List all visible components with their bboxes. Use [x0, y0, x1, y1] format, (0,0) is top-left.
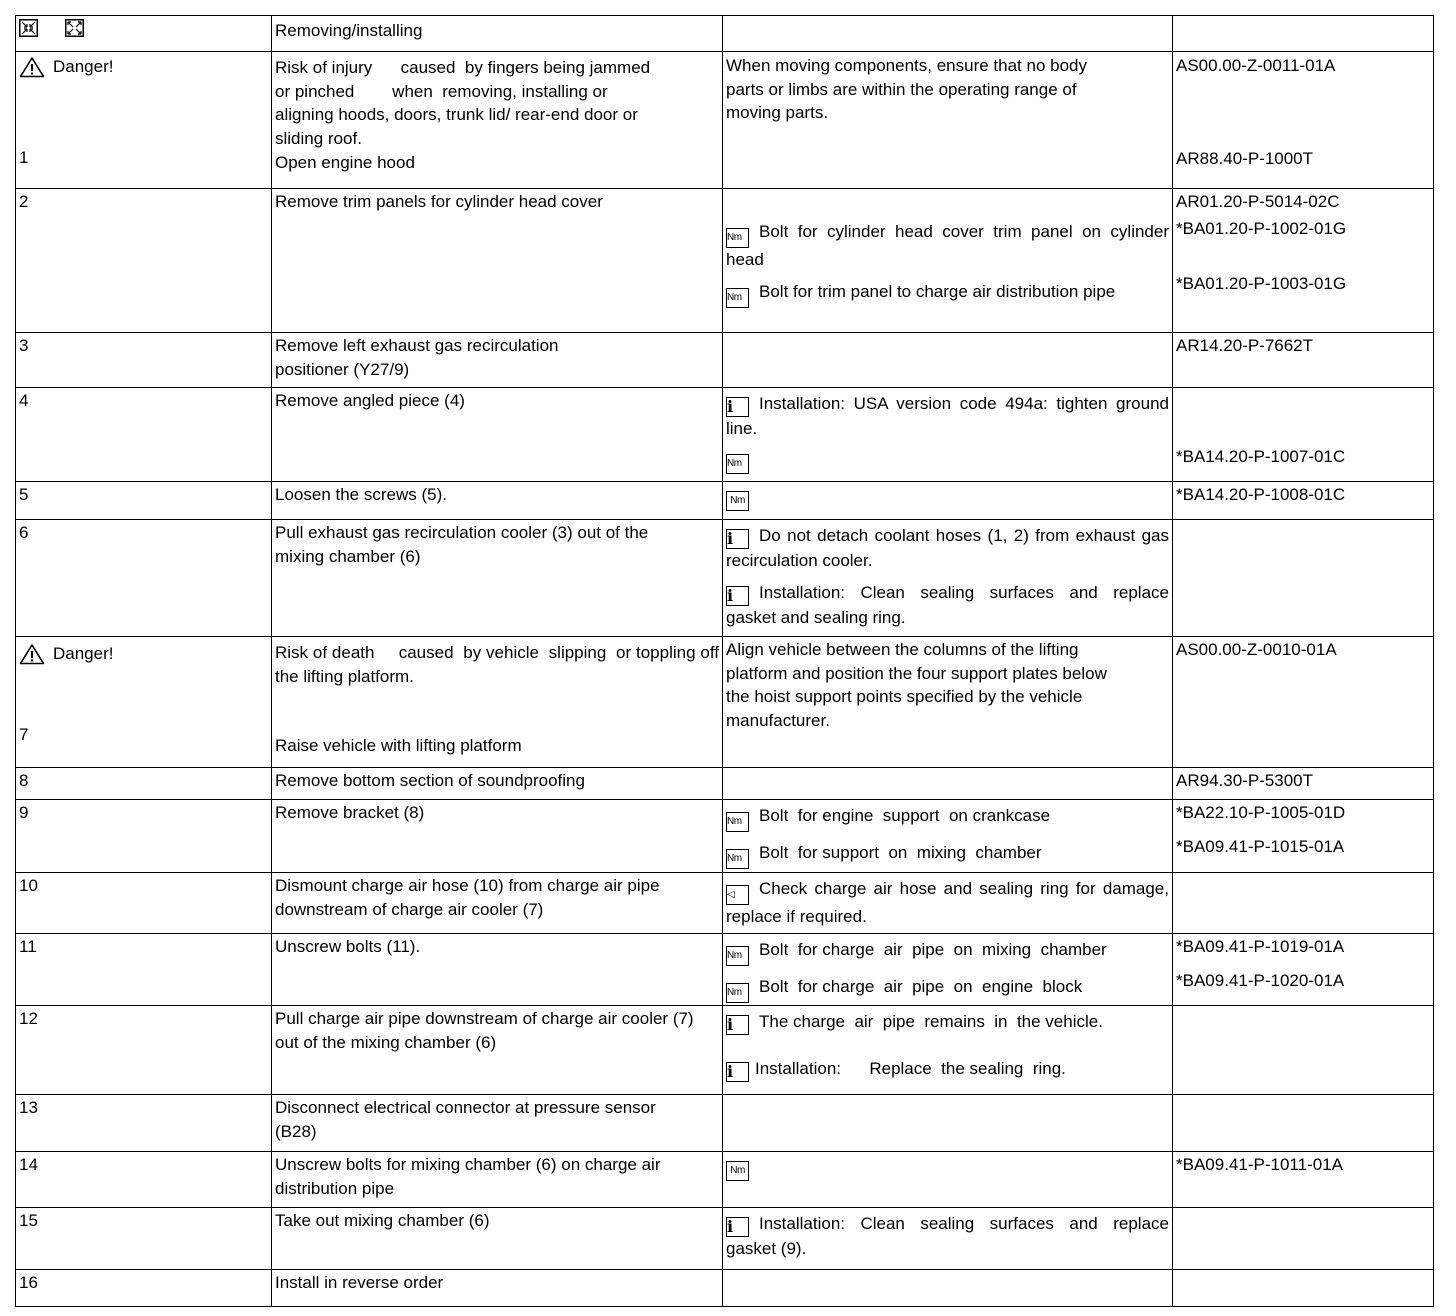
step-ref: AR14.20-P-7662T: [1176, 336, 1314, 355]
danger-text: Risk of death caused by vehicle slipping or toppling off the lifting platform.: [275, 643, 724, 686]
step-number: 7: [19, 724, 29, 744]
ref-cell: [1173, 1152, 1434, 1208]
step-number: 6: [19, 523, 29, 542]
note-cell: [723, 520, 1173, 637]
step-number: 8: [19, 771, 29, 790]
info-icon: i: [726, 1217, 749, 1237]
ref-cell: [1173, 637, 1434, 768]
ref-cell: [1173, 1208, 1434, 1270]
table-row-step-15: [16, 1208, 1434, 1270]
ref-cell: [1173, 52, 1434, 189]
step-cell: [16, 1152, 272, 1208]
note-cell: [723, 482, 1173, 520]
note-text: Do not detach coolant hoses (1, 2) from exhaust gas recirculation cooler.: [726, 526, 1169, 570]
note-text: Installation: USA version code 494a: tighten ground line.: [726, 394, 1169, 438]
note-cell: [723, 388, 1173, 482]
torque-nm-icon: Nm: [726, 946, 749, 966]
note-text: Installation: Replace the sealing ring.: [755, 1059, 1066, 1078]
action-text: Unscrew bolts (11).: [275, 937, 421, 956]
action-cell: [272, 637, 723, 768]
note-cell: [723, 333, 1173, 388]
step-number: 1: [19, 147, 29, 167]
step-cell: [16, 388, 272, 482]
table-row-step-6: [16, 520, 1434, 637]
action-cell: [272, 333, 723, 388]
note-cell: [723, 1208, 1173, 1270]
torque-note: [726, 220, 1169, 272]
table-row-step-8: [16, 768, 1434, 800]
info-icon: i: [726, 529, 749, 549]
action-text: Remove angled piece (4): [275, 391, 465, 410]
note-cell: [723, 637, 1173, 768]
note-cell: [723, 1152, 1173, 1208]
danger-label: Danger!: [53, 57, 114, 76]
step-cell: [16, 333, 272, 388]
info-icon: i: [726, 586, 749, 606]
danger-note: Align vehicle between the columns of the lifting platform and position the four support plates below the hoist support points specified by the vehicle manufacturer.: [726, 640, 1107, 730]
table-row-step-13: [16, 1095, 1434, 1152]
note-text: Bolt for support on mixing chamber: [759, 843, 1042, 862]
action-text: Pull exhaust gas recirculation cooler (3) out of the mixing chamber (6): [275, 523, 649, 566]
action-text: Remove trim panels for cylinder head cover: [275, 192, 603, 211]
action-cell: [272, 520, 723, 637]
action-cell: [272, 768, 723, 800]
step-cell: [16, 482, 272, 520]
note-text: Bolt for charge air pipe on mixing chamber: [759, 940, 1107, 959]
note-cell: [723, 1095, 1173, 1152]
table-row-step-12: [16, 1006, 1434, 1095]
table-row-step-14: [16, 1152, 1434, 1208]
torque-note: [726, 841, 1169, 869]
action-cell: [272, 800, 723, 873]
torque-ref: *BA01.20-P-1002-01G: [1176, 218, 1347, 238]
action-cell: [272, 189, 723, 333]
action-cell: [272, 1006, 723, 1095]
torque-nm-icon: Nm: [726, 849, 749, 869]
info-note: [726, 1010, 1169, 1035]
torque-note: [726, 938, 1169, 966]
action-cell: [272, 934, 723, 1006]
ref-cell: [1173, 873, 1434, 934]
torque-nm-icon: Nm: [726, 1161, 749, 1181]
step-number: 5: [19, 485, 29, 504]
torque-ref: *BA09.41-P-1015-01A: [1176, 836, 1345, 856]
step-ref: AR88.40-P-1000T: [1176, 148, 1314, 168]
danger-cell: [16, 52, 272, 189]
check-arrow-icon: ◁: [726, 885, 749, 905]
torque-nm-icon: Nm: [726, 228, 749, 248]
torque-ref: *BA22.10-P-1005-01D: [1176, 803, 1346, 822]
info-note: [726, 392, 1169, 441]
step-ref: AR01.20-P-5014-02C: [1176, 192, 1340, 211]
action-text: Loosen the screws (5).: [275, 485, 447, 504]
table-row-step-16: [16, 1270, 1434, 1307]
action-cell: [272, 1095, 723, 1152]
action-cell: [272, 873, 723, 934]
ref-cell: [1173, 1095, 1434, 1152]
step-number: 3: [19, 336, 29, 355]
ref-cell: [1173, 189, 1434, 333]
note-text: The charge air pipe remains in the vehicle.: [759, 1012, 1103, 1031]
header-empty-4: [1173, 16, 1434, 52]
torque-nm-icon: Nm: [726, 983, 749, 1003]
step-number: 13: [19, 1098, 38, 1117]
action-cell: [272, 1152, 723, 1208]
step-cell: [16, 1006, 272, 1095]
ref-cell: [1173, 800, 1434, 873]
action-cell: [272, 482, 723, 520]
step-cell: [16, 1208, 272, 1270]
action-text: Open engine hood: [275, 153, 415, 172]
step-ref: AR94.30-P-5300T: [1176, 771, 1314, 790]
ref-cell: [1173, 482, 1434, 520]
ref-cell: [1173, 934, 1434, 1006]
ref-cell: [1173, 768, 1434, 800]
step-number: 2: [19, 192, 29, 211]
note-cell: [723, 768, 1173, 800]
torque-note: [726, 280, 1169, 308]
note-cell: [723, 189, 1173, 333]
step-number: 9: [19, 803, 29, 822]
torque-nm-icon: Nm: [726, 491, 749, 511]
table-row-step-4: [16, 388, 1434, 482]
header-title: Removing/installing: [272, 16, 723, 52]
step-cell: [16, 800, 272, 873]
action-cell: [272, 1270, 723, 1307]
action-text: Pull charge air pipe downstream of charge air cooler (7) out of the mixing chamber (6): [275, 1009, 694, 1052]
tool-icons-cell: [16, 16, 272, 52]
info-icon: i: [726, 1015, 749, 1035]
action-cell: [272, 1208, 723, 1270]
torque-ref: *BA14.20-P-1007-01C: [1176, 447, 1346, 466]
torque-note: [726, 446, 1169, 474]
torque-nm-icon: Nm: [726, 288, 749, 308]
step-number: 14: [19, 1155, 38, 1174]
torque-note: [726, 975, 1169, 1003]
step-cell: [16, 873, 272, 934]
torque-note: [726, 804, 1169, 832]
action-text: Remove bracket (8): [275, 803, 425, 822]
table-row-step-2: [16, 189, 1434, 333]
action-text: Take out mixing chamber (6): [275, 1211, 490, 1230]
info-note: [726, 1057, 1169, 1082]
table-row-step-5: [16, 482, 1434, 520]
torque-ref: *BA09.41-P-1011-01A: [1176, 1155, 1343, 1174]
ref-cell: [1173, 520, 1434, 637]
step-cell: [16, 1270, 272, 1307]
ref-cell: [1173, 1270, 1434, 1307]
note-cell: [723, 934, 1173, 1006]
check-note: [726, 877, 1169, 929]
torque-nm-icon: Nm: [726, 454, 749, 474]
action-cell: [272, 388, 723, 482]
danger-label: Danger!: [53, 644, 114, 663]
info-icon: i: [726, 1062, 749, 1082]
action-text: Install in reverse order: [275, 1273, 444, 1292]
step-number: 4: [19, 391, 29, 410]
header-row: [16, 16, 1434, 52]
info-note: [726, 1212, 1169, 1261]
step-cell: [16, 768, 272, 800]
info-note: [726, 524, 1169, 573]
procedure-table: [15, 15, 1434, 1307]
note-cell: [723, 52, 1173, 189]
danger-note: When moving components, ensure that no body parts or limbs are within the operating range of moving parts.: [726, 56, 1087, 122]
danger-cell: [16, 637, 272, 768]
action-cell: [272, 52, 723, 189]
note-text: Bolt for engine support on crankcase: [759, 806, 1051, 825]
note-text: Bolt for trim panel to charge air distribution pipe: [759, 281, 1116, 301]
danger-ref: AS00.00-Z-0011-01A: [1176, 56, 1336, 75]
note-text: Installation: Clean sealing surfaces and replace gasket (9).: [726, 1214, 1169, 1258]
table-row-step-9: [16, 800, 1434, 873]
torque-nm-icon: Nm: [726, 812, 749, 832]
table-row-step-3: [16, 333, 1434, 388]
note-cell: [723, 1270, 1173, 1307]
step-cell: [16, 934, 272, 1006]
note-cell: [723, 800, 1173, 873]
torque-ref: *BA01.20-P-1003-01G: [1176, 274, 1347, 293]
step-number: 12: [19, 1009, 38, 1028]
ref-cell: [1173, 388, 1434, 482]
action-text: Dismount charge air hose (10) from charge air pipe downstream of charge air cooler (7): [275, 876, 660, 919]
step-number: 16: [19, 1273, 38, 1292]
danger-text: Risk of injury caused by fingers being jammed or pinched when removing, installing or aligning hoods, doors, trunk lid/ rear-end door or sliding roof.: [275, 58, 655, 148]
danger-ref: AS00.00-Z-0010-01A: [1176, 640, 1337, 659]
step-number: 10: [19, 876, 38, 895]
table-row-step-1: [16, 52, 1434, 189]
step-number: 15: [19, 1211, 38, 1230]
info-note: [726, 581, 1169, 630]
step-cell: [16, 520, 272, 637]
action-text: Disconnect electrical connector at pressure sensor (B28): [275, 1098, 656, 1141]
remove-icon: [19, 19, 38, 37]
step-number: 11: [19, 937, 37, 956]
action-text: Remove left exhaust gas recirculation positioner (Y27/9): [275, 336, 559, 379]
step-cell: [16, 189, 272, 333]
ref-cell: [1173, 333, 1434, 388]
ref-cell: [1173, 1006, 1434, 1095]
action-text: Raise vehicle with lifting platform: [275, 736, 522, 755]
header-empty-3: [723, 16, 1173, 52]
table-row-step-10: [16, 873, 1434, 934]
note-text: Bolt for charge air pipe on engine block: [759, 977, 1083, 996]
install-icon: [65, 19, 84, 37]
torque-ref: *BA09.41-P-1020-01A: [1176, 970, 1345, 990]
torque-ref: *BA14.20-P-1008-01C: [1176, 485, 1346, 504]
warning-triangle-icon: [19, 56, 45, 78]
action-text: Unscrew bolts for mixing chamber (6) on charge air distribution pipe: [275, 1155, 661, 1198]
torque-ref: *BA09.41-P-1019-01A: [1176, 937, 1345, 956]
info-icon: i: [726, 397, 749, 417]
note-text: Installation: Clean sealing surfaces and replace gasket and sealing ring.: [726, 582, 1169, 627]
note-text: Check charge air hose and sealing ring for damage, replace if required.: [726, 879, 1169, 926]
action-text: Remove bottom section of soundproofing: [275, 771, 585, 790]
warning-triangle-icon: [19, 643, 45, 665]
note-text: Bolt for cylinder head cover trim panel on cylinder head: [726, 222, 1169, 269]
note-cell: [723, 1006, 1173, 1095]
step-cell: [16, 1095, 272, 1152]
table-row-step-11: [16, 934, 1434, 1006]
note-cell: [723, 873, 1173, 934]
table-row-step-7: [16, 637, 1434, 768]
